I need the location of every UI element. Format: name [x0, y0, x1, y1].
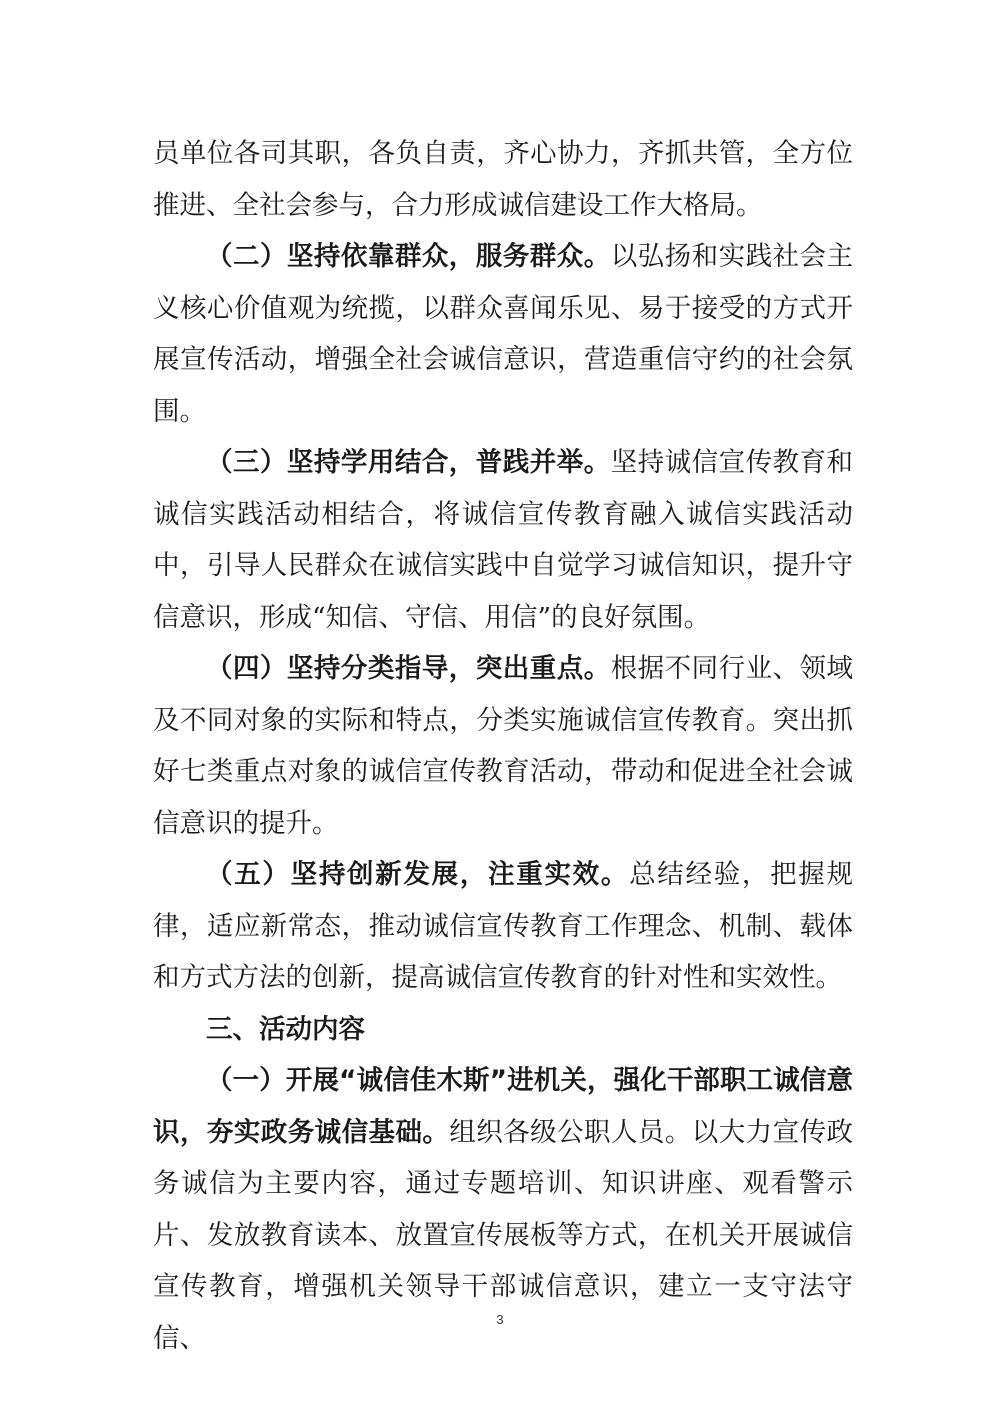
page-number: 3 — [496, 1312, 504, 1327]
principle-heading: （三）坚持学用结合，普践并举。 — [206, 447, 611, 478]
principle-paragraph-4 — [153, 643, 853, 849]
continuation-text: 员单位各司其职，各负自责，齐心协力，齐抓共管，全方位推进、全社会参与，合力形成诚信建设工作大格局。 — [153, 138, 853, 221]
activity-body: 组织各级公职人员。以大力宣传政务诚信为主要内容，通过专题培训、知识讲座、观看警示片、发放教育读本、放置宣传展板等方式，在机关开展诚信宣传教育，增强机关领导干部诚信意识，建立一支守法守信、 — [153, 1116, 854, 1354]
principle-paragraph-2 — [153, 231, 853, 437]
principle-heading: （五）坚持创新发展，注重实效。 — [206, 859, 630, 890]
principle-body: 坚持诚信宣传教育和诚信实践活动相结合，将诚信宣传教育融入诚信实践活动中，引导人民群众在诚信实践中自觉学习诚信知识，提升守信意识，形成“知信、守信、用信”的良好氛围。 — [153, 447, 854, 633]
principle-body: 以弘扬和实践社会主义核心价值观为统揽，以群众喜闻乐见、易于接受的方式开展宣传活动，增强全社会诚信意识，营造重信守约的社会氛围。 — [153, 241, 854, 427]
continuation-paragraph — [153, 128, 853, 231]
document-body — [153, 128, 853, 1364]
principle-body: 总结经验，把握规律，适应新常态，推动诚信宣传教育工作理念、机制、载体和方式方法的创新，提高诚信宣传教育的针对性和实效性。 — [153, 859, 854, 993]
principle-paragraph-5 — [153, 849, 853, 1004]
principle-paragraph-3 — [153, 437, 853, 643]
activity-heading: （一）开展“诚信佳木斯”进机关，强化干部职工诚信意识，夯实政务诚信基础。 — [153, 1065, 853, 1148]
principle-heading: （二）坚持依靠群众，服务群众。 — [206, 241, 611, 272]
principle-heading: （四）坚持分类指导，突出重点。 — [206, 653, 611, 684]
section-title: 三、活动内容 — [206, 1013, 365, 1045]
principle-body: 根据不同行业、领域及不同对象的实际和特点，分类实施诚信宣传教育。突出抓好七类重点对象的诚信宣传教育活动，带动和促进全社会诚信意识的提升。 — [153, 653, 854, 839]
